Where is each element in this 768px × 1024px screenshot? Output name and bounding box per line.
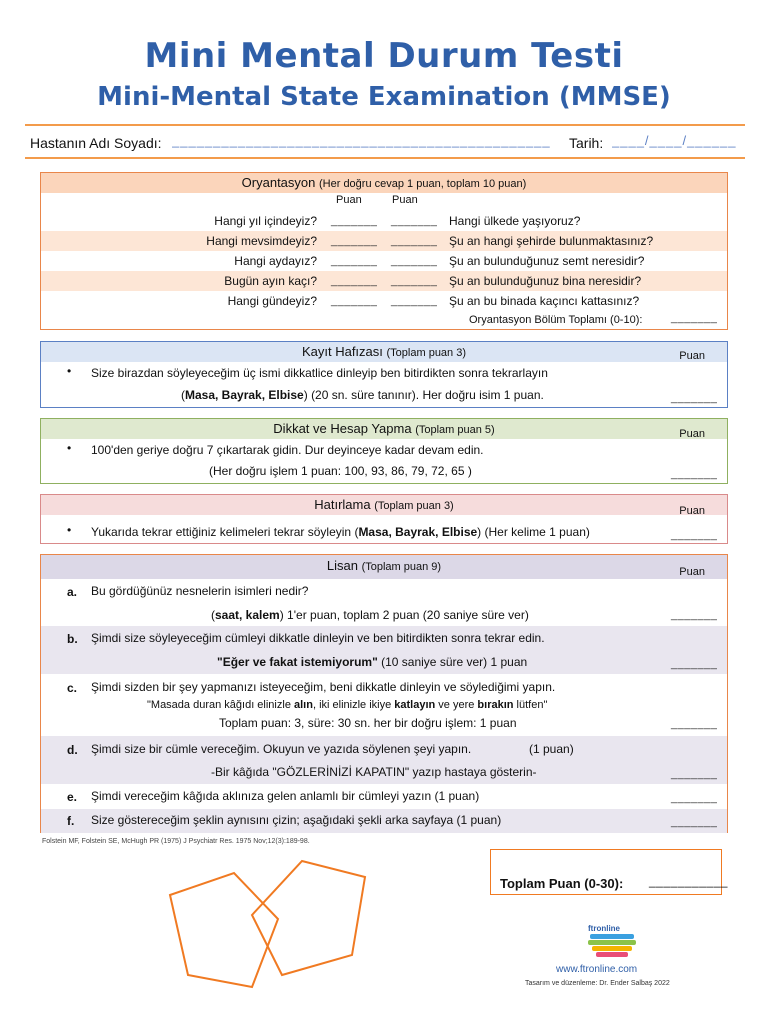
- bullet-icon: •: [67, 441, 72, 455]
- item-c-command-part: , iki elinizle ikiye: [312, 699, 395, 711]
- item-b-instruction: Şimdi size söyleyeceğim cümleyi dikkatle dinleyin ve ben bitirdikten sonra tekrar edin.: [91, 631, 545, 645]
- orientation-right-question: Şu an bulunduğunuz bina neresidir?: [449, 274, 642, 288]
- orientation-left-question: Hangi mevsimdeyiz?: [206, 234, 317, 248]
- patient-name-field[interactable]: ______________________________________________: [172, 133, 551, 148]
- orientation-score-field[interactable]: _______: [331, 275, 378, 287]
- item-letter: d.: [67, 743, 78, 757]
- attention-section: [40, 418, 728, 484]
- registration-title: Kayıt Hafızası: [301, 344, 383, 359]
- item-d-score-field[interactable]: _______: [671, 768, 718, 780]
- item-letter: a.: [67, 585, 78, 599]
- recall-score-field[interactable]: _______: [671, 529, 718, 541]
- total-score-box: [490, 849, 728, 895]
- recall-instruction: Yukarıda tekrar ettiğiniz kelimeleri tekrar söyleyin (: [91, 525, 359, 539]
- orientation-row: [41, 211, 727, 231]
- ftronline-logo: [586, 924, 638, 962]
- item-d-points: (1 puan): [529, 742, 574, 756]
- item-f-instruction: Size göstereceğim şeklin aynısını çizin; aşağıdaki şekli arka sayfaya (1 puan): [91, 813, 502, 827]
- header-top-rule: [25, 124, 745, 126]
- bullet-icon: •: [67, 523, 72, 537]
- item-a-detail: [211, 608, 529, 622]
- orientation-row: [41, 271, 727, 291]
- language-title: Lisan: [326, 558, 358, 573]
- registration-words-line: [181, 388, 544, 402]
- recall-title: Hatırlama: [314, 497, 371, 512]
- item-letter: e.: [67, 790, 78, 804]
- language-subtitle: (Toplam puan 9): [361, 561, 442, 573]
- item-b-sentence: "Eğer ve fakat istemiyorum": [217, 655, 378, 669]
- patient-name-label: Hastanın Adı Soyadı:: [30, 135, 162, 151]
- orientation-score-field[interactable]: _______: [331, 255, 378, 267]
- language-item-c: [41, 674, 727, 736]
- language-item-a: [41, 579, 727, 626]
- bullet-icon: •: [67, 364, 72, 378]
- registration-words-open: (: [181, 388, 185, 402]
- registration-subtitle: (Toplam puan 3): [386, 347, 467, 359]
- item-letter: b.: [67, 632, 78, 646]
- intersecting-pentagons-figure: [160, 845, 380, 995]
- orientation-row: [41, 291, 727, 311]
- item-e-score-field[interactable]: _______: [671, 792, 718, 804]
- language-puan-label: Puan: [679, 566, 705, 578]
- recall-puan-label: Puan: [679, 505, 705, 517]
- item-a-scoring: ) 1'er puan, toplam 2 puan (20 saniye süre ver): [279, 608, 529, 622]
- recall-section: [40, 494, 728, 544]
- page-title: Mini Mental Durum Testi: [144, 36, 624, 76]
- orientation-right-question: Şu an bulunduğunuz semt neresidir?: [449, 254, 645, 268]
- logo-text: ftronline: [588, 924, 620, 933]
- orientation-score-field[interactable]: _______: [331, 295, 378, 307]
- orientation-subtitle: (Her doğru cevap 1 puan, toplam 10 puan): [319, 178, 527, 190]
- language-item-f: [41, 809, 727, 833]
- orientation-right-question: Hangi ülkede yaşıyoruz?: [449, 214, 581, 228]
- registration-section: [40, 341, 728, 408]
- item-c-command-part: "Masada duran kâğıdı elinizle: [147, 699, 294, 711]
- attention-header: [41, 419, 727, 439]
- language-header: [41, 555, 727, 579]
- item-c-score-field[interactable]: _______: [671, 718, 718, 730]
- orientation-left-question: Bugün ayın kaçı?: [224, 274, 317, 288]
- item-c-command: [147, 699, 547, 711]
- recall-scoring: ) (Her kelime 1 puan): [477, 525, 590, 539]
- item-b-detail: [217, 655, 527, 669]
- design-credit: Tasarım ve düzenleme: Dr. Ender Salbaş 2022: [525, 980, 670, 987]
- language-item-b: [41, 626, 727, 674]
- orientation-score-field[interactable]: _______: [331, 215, 378, 227]
- attention-subtitle: (Toplam puan 5): [415, 424, 495, 436]
- attention-score-field[interactable]: _______: [671, 468, 718, 480]
- recall-header: [41, 495, 727, 515]
- orientation-row: [41, 251, 727, 271]
- registration-scoring: ) (20 sn. süre tanınır). Her doğru isim 1 puan.: [303, 388, 544, 402]
- attention-puan-label: Puan: [679, 428, 705, 440]
- orientation-left-question: Hangi yıl içindeyiz?: [214, 214, 317, 228]
- logo-mark-icon: [586, 934, 638, 962]
- item-d-detail: -Bir kâğıda "GÖZLERİNİZİ KAPATIN" yazıp hastaya gösterin-: [211, 765, 537, 779]
- item-c-command-fold: katlayın: [394, 699, 436, 711]
- citation: Folstein MF, Folstein SE, McHugh PR (1975) J Psychiatr Res. 1975 Nov;12(3):189-98.: [42, 838, 310, 845]
- item-a-score-field[interactable]: _______: [671, 609, 718, 621]
- website-link[interactable]: www.ftronline.com: [556, 964, 638, 975]
- language-item-e: [41, 784, 727, 809]
- orientation-right-question: Şu an bu binada kaçıncı kattasınız?: [449, 294, 640, 308]
- page-subtitle: Mini-Mental State Examination (MMSE): [97, 82, 671, 112]
- item-letter: c.: [67, 681, 78, 695]
- date-label: Tarih:: [569, 135, 604, 151]
- attention-title: Dikkat ve Hesap Yapma: [273, 421, 412, 436]
- item-d-instruction: Şimdi size bir cümle vereceğim. Okuyun ve yazıda söylenen şeyi yapın.: [91, 742, 472, 756]
- registration-header: [41, 342, 727, 362]
- orientation-puan-label-2: Puan: [392, 194, 418, 206]
- item-c-command-part: lütfen": [513, 699, 548, 711]
- recall-instruction-line: [91, 525, 590, 539]
- item-e-instruction: Şimdi vereceğim kâğıda aklınıza gelen anlamlı bir cümleyi yazın (1 puan): [91, 789, 480, 803]
- item-a-objects: saat, kalem: [215, 608, 280, 622]
- orientation-puan-label-1: Puan: [336, 194, 362, 206]
- item-c-instruction: Şimdi sizden bir şey yapmanızı isteyeceğim, beni dikkatle dinleyin ve söylediğimi yapın.: [91, 680, 556, 694]
- item-a-open: (: [211, 608, 215, 622]
- item-a-instruction: Bu gördüğünüz nesnelerin isimleri nedir?: [91, 584, 309, 598]
- registration-instruction: Size birazdan söyleyeceğim üç ismi dikkatlice dinleyip ben bitirdikten sonra tekrarlayın: [91, 366, 548, 380]
- orientation-left-question: Hangi gündeyiz?: [227, 294, 317, 308]
- item-f-score-field[interactable]: _______: [671, 816, 718, 828]
- recall-words: Masa, Bayrak, Elbise: [358, 525, 478, 539]
- orientation-score-field[interactable]: _______: [391, 295, 438, 307]
- language-item-d: [41, 736, 727, 784]
- header-bottom-rule: [25, 157, 745, 159]
- total-score-field[interactable]: ___________: [649, 874, 728, 888]
- orientation-score-field[interactable]: _______: [391, 255, 438, 267]
- orientation-score-field[interactable]: _______: [331, 235, 378, 247]
- item-letter: f.: [67, 814, 75, 828]
- item-b-score-field[interactable]: _______: [671, 658, 718, 670]
- item-c-command-part: ve yere: [435, 699, 478, 711]
- registration-score-field[interactable]: _______: [671, 392, 718, 404]
- orientation-header: [41, 173, 727, 193]
- orientation-title: Oryantasyon: [241, 175, 316, 190]
- total-score-label: Toplam Puan (0-30):: [500, 876, 624, 891]
- orientation-total-label: Oryantasyon Bölüm Toplamı (0-10):: [469, 314, 643, 326]
- date-field[interactable]: ____/____/______: [612, 133, 737, 148]
- registration-puan-label: Puan: [679, 350, 705, 362]
- item-b-scoring: (10 saniye süre ver) 1 puan: [377, 655, 528, 669]
- orientation-left-question: Hangi aydayız?: [234, 254, 317, 268]
- orientation-row: [41, 231, 727, 251]
- pentagon-right: [252, 861, 365, 975]
- item-c-command-drop: bırakın: [477, 699, 514, 711]
- recall-subtitle: (Toplam puan 3): [374, 500, 454, 512]
- orientation-score-field[interactable]: _______: [391, 235, 438, 247]
- attention-scoring: (Her doğru işlem 1 puan: 100, 93, 86, 79, 72, 65 ): [209, 464, 472, 478]
- orientation-total-field[interactable]: _______: [671, 312, 718, 324]
- orientation-score-field[interactable]: _______: [391, 275, 438, 287]
- item-c-scoring: Toplam puan: 3, süre: 30 sn. her bir doğru işlem: 1 puan: [219, 716, 517, 730]
- orientation-section: [40, 172, 728, 330]
- item-c-command-take: alın: [294, 699, 313, 711]
- registration-words: Masa, Bayrak, Elbise: [185, 388, 304, 402]
- orientation-right-question: Şu an hangi şehirde bulunmaktasınız?: [449, 234, 654, 248]
- orientation-score-field[interactable]: _______: [391, 215, 438, 227]
- pentagon-left: [170, 873, 278, 987]
- language-section: [40, 554, 728, 833]
- attention-instruction: 100'den geriye doğru 7 çıkartarak gidin. Dur deyinceye kadar devam edin.: [91, 443, 484, 457]
